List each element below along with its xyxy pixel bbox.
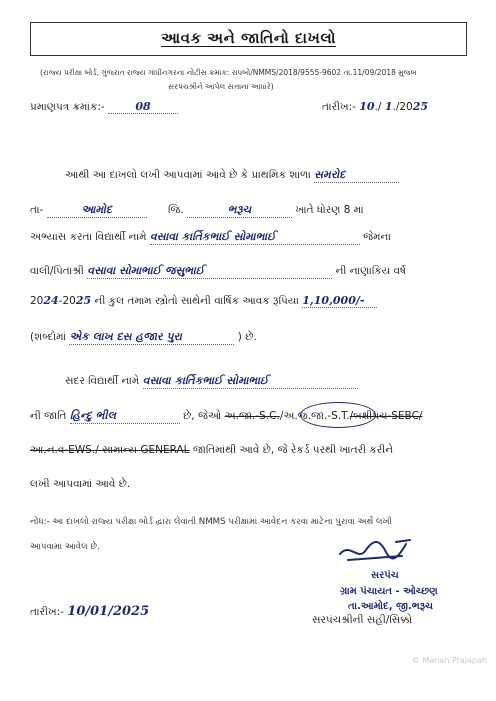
certificate-date-row: તારીખ:- 10./ 1./2025 (322, 100, 429, 113)
stamp-line-3: તા.આમોદ, જી.ભરૂચ (348, 601, 434, 612)
reference-line-2: સરપંચશ્રીને આપેલ સત્તાના આધારે) (168, 82, 274, 91)
certificate-number-value: 08 (135, 100, 151, 113)
category-ews: આ.ન.વ-EWS. (30, 444, 96, 456)
ji-label: જિ. (168, 204, 184, 216)
body-line-3 (30, 230, 391, 245)
district-value: ભરૂચ (227, 203, 252, 216)
signature-label: સરપંચશ્રીની સહી/સિક્કો (312, 614, 413, 626)
category-general: / સામાન્ય GENERAL (95, 444, 190, 456)
body-line-2-end: ખાતે ધોરણ 8 માં (295, 204, 364, 216)
body-line-6-end: ) છે. (237, 331, 257, 343)
body-line-4-end: ની નાણાકિય વર્ષ (335, 265, 406, 277)
footer-date-row (30, 604, 149, 619)
certificate-date-month: 1 (384, 100, 393, 113)
body-line-2 (30, 203, 364, 218)
note-line-2: આપવામાં આવેલ છે. (30, 542, 100, 552)
income-in-words: એક લાખ દસ હજાર પુરા (69, 330, 182, 343)
body-line-4-start: વાલી/પિતાશ્રી (30, 265, 84, 277)
category-selection-circle (300, 402, 376, 428)
reference-line-1: (રાજ્ય પરીક્ષા બોર્ડ, ગુજરાત રાજ્ય ગાંધીનગરના નોટીસ ક્રમાંક: રાપબો/NMMS/2018/9555-9602 તા.11/09/2018 મુજબ (40, 68, 417, 77)
title-box (30, 22, 467, 56)
student-name: વસાવા કાર્તિકભાઈ સોમાભાઈ (149, 230, 276, 243)
footer-date-value: 10/01/2025 (67, 604, 150, 619)
body-line-7-start: સદર વિદ્યાર્થી નામે (65, 375, 140, 387)
school-name: સમરોદ (314, 168, 346, 181)
stamp-line-2: ગ્રામ પંચાયત - ઓચ્છણ (340, 586, 438, 597)
student-name-repeat: વસાવા કાર્તિકભાઈ સોમાભાઈ (142, 374, 269, 387)
certificate-date-label: તારીખ:- (322, 101, 356, 113)
income-amount: 1,10,000/- (302, 294, 365, 307)
body-line-1 (65, 168, 399, 183)
ta-label: તા- (30, 204, 44, 216)
body-line-8-mid: છે, જેઓ (183, 410, 222, 422)
certificate-number-label: પ્રમાણપત્ર ક્રમાંક:- (30, 101, 105, 113)
body-line-9 (30, 444, 393, 457)
body-line-6-start: (શબ્દોમાં (30, 331, 67, 343)
body-line-1-text: આથી આ દાખલો લખી આપવામાં આવે છે કે પ્રાથમિક શાળા (65, 169, 311, 181)
note-line-1: નોંધ:- આ દાખલો રાજ્ય પરીક્ષા બોર્ડ દ્વારા લેવાતી NMMS પરીક્ષામાં આવેદન કરવા માટેના પુરાવા અર્થે લખી (30, 517, 393, 527)
taluka-value: આમોદ (81, 203, 112, 216)
body-line-9-end: જાતિમાંથી આવે છે, જે રેકર્ડ પરથી ખાતરી કરીને (192, 444, 394, 456)
watermark: © Manan Prajapati (412, 656, 488, 665)
certificate-date-year-prefix: 20 (399, 101, 413, 113)
jati-label: ની જાતિ (30, 410, 67, 422)
signature-scribble (336, 536, 416, 568)
body-line-5-mid: ની કુલ તમામ સ્ત્રોતો સાથેની વાર્ષિક આવક રૂપિયા (94, 295, 299, 307)
fy-mid: -20 (58, 295, 76, 307)
category-sc: અ.જા.-S.C. (224, 410, 280, 422)
fy-to: 25 (75, 294, 92, 307)
caste-value: હિન્દુ ભીલ (69, 409, 116, 422)
body-line-3-start: અભ્યાસ કરતા વિદ્યાર્થી નામે (30, 231, 147, 243)
footer-date-label: તારીખ:- (30, 606, 64, 618)
body-line-6 (30, 330, 257, 345)
fy-from: 24 (43, 294, 59, 307)
body-line-10: લખી આપવામાં આવે છે. (30, 478, 131, 490)
fy-prefix: 20 (30, 295, 44, 307)
stamp-line-1: સરપંચ (371, 570, 399, 581)
body-line-5 (30, 294, 377, 308)
certificate-date-day: 10 (359, 100, 375, 113)
body-line-7 (65, 374, 358, 389)
guardian-name: વસાવા સોમાભાઈ જસુભાઈ (87, 264, 205, 277)
body-line-4 (30, 264, 406, 279)
body-line-3-end: જેમના (363, 231, 391, 243)
certificate-date-year-suffix: 25 (412, 100, 429, 113)
document-title: આવક અને જાતિનો દાખલો (161, 29, 336, 47)
category-sebc: /બક્ષીપંચ-SEBC/ (349, 410, 423, 422)
category-st: /અ.જ.જા.-S.T. (279, 410, 350, 422)
certificate-number-row (30, 100, 178, 114)
